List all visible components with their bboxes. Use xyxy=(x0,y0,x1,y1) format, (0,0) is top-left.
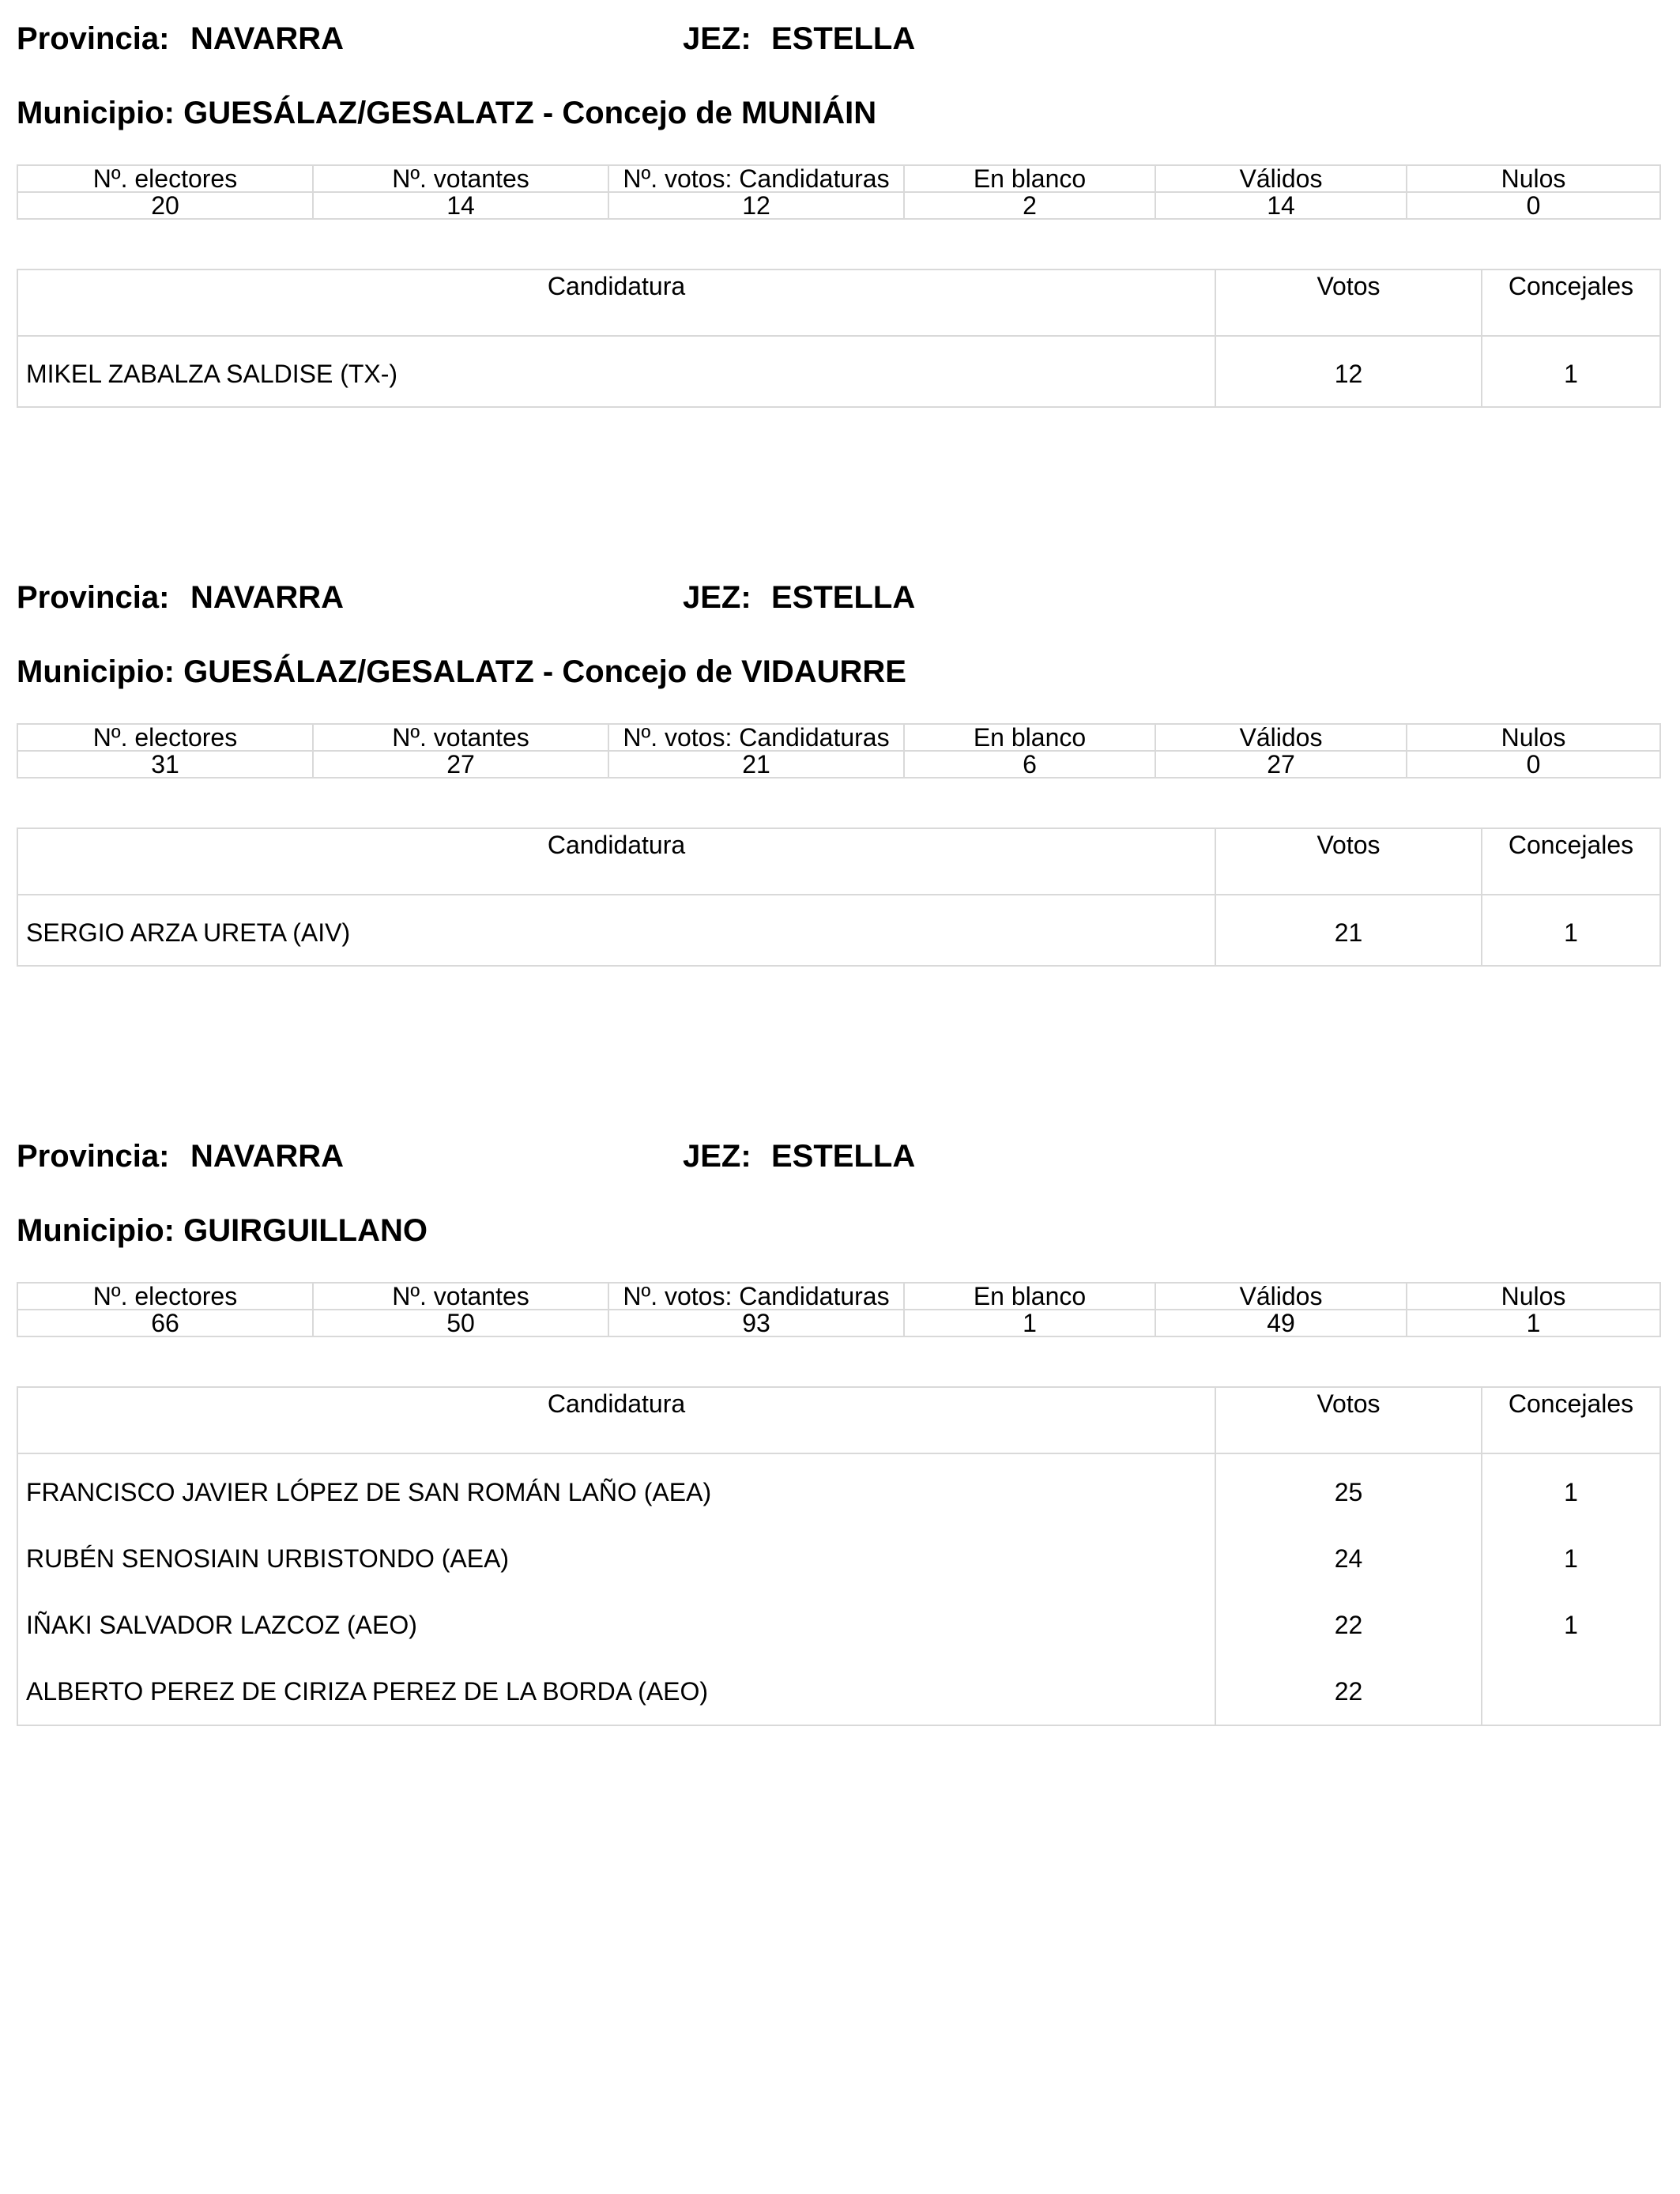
municipio-value: GUESÁLAZ/GESALATZ - Concejo de VIDAURRE xyxy=(183,654,906,689)
provincia-label: Provincia: xyxy=(17,1139,170,1174)
header-votos: Votos xyxy=(1215,1387,1482,1453)
stats-header-en-blanco: En blanco xyxy=(904,165,1155,192)
stats-votantes: 27 xyxy=(313,751,608,778)
stats-header-votos-candidaturas: Nº. votos: Candidaturas xyxy=(608,1283,904,1310)
stats-votantes: 50 xyxy=(313,1310,608,1336)
election-section-vidaurre xyxy=(17,578,1659,947)
stats-header-electores: Nº. electores xyxy=(17,724,313,751)
candidato-nombre: ALBERTO PEREZ DE CIRIZA PEREZ DE LA BORDA (AEO) xyxy=(17,1658,1215,1725)
stats-votos-candidaturas: 93 xyxy=(608,1310,904,1336)
provincia-label: Provincia: xyxy=(17,580,170,615)
candidato-votos: 21 xyxy=(1215,895,1482,966)
candidatura-header-row xyxy=(17,270,1660,336)
table-row xyxy=(17,1658,1660,1725)
candidato-concejales xyxy=(1482,1658,1660,1725)
municipio-heading xyxy=(17,93,876,133)
candidato-nombre: SERGIO ARZA URETA (AIV) xyxy=(17,895,1215,966)
stats-header-nulos: Nulos xyxy=(1407,724,1660,751)
header-row xyxy=(17,19,1659,66)
municipio-label: Municipio: xyxy=(17,654,175,689)
stats-validos: 14 xyxy=(1155,192,1407,219)
stats-header-row xyxy=(17,165,1660,192)
stats-header-validos: Válidos xyxy=(1155,165,1407,192)
candidatura-table xyxy=(17,1386,1661,1726)
header-row xyxy=(17,578,1659,625)
candidato-votos: 24 xyxy=(1215,1525,1482,1592)
stats-electores: 66 xyxy=(17,1310,313,1336)
stats-table xyxy=(17,1282,1661,1337)
stats-header-electores: Nº. electores xyxy=(17,165,313,192)
jez-label: JEZ: xyxy=(683,1139,751,1174)
stats-header-electores: Nº. electores xyxy=(17,1283,313,1310)
candidatura-header-row xyxy=(17,828,1660,895)
header-candidatura: Candidatura xyxy=(17,270,1215,336)
stats-nulos: 1 xyxy=(1407,1310,1660,1336)
candidato-nombre: FRANCISCO JAVIER LÓPEZ DE SAN ROMÁN LAÑO (AEA) xyxy=(17,1453,1215,1525)
candidato-nombre: IÑAKI SALVADOR LAZCOZ (AEO) xyxy=(17,1592,1215,1658)
candidatura-table xyxy=(17,827,1661,967)
candidato-concejales: 1 xyxy=(1482,895,1660,966)
candidato-concejales: 1 xyxy=(1482,1592,1660,1658)
stats-header-validos: Válidos xyxy=(1155,1283,1407,1310)
municipio-heading xyxy=(17,652,906,692)
candidato-votos: 22 xyxy=(1215,1592,1482,1658)
stats-header-votantes: Nº. votantes xyxy=(313,1283,608,1310)
jez-label: JEZ: xyxy=(683,21,751,56)
stats-value-row xyxy=(17,751,1660,778)
municipio-value: GUIRGUILLANO xyxy=(183,1213,428,1248)
candidato-votos: 22 xyxy=(1215,1658,1482,1725)
stats-value-row xyxy=(17,1310,1660,1336)
stats-header-votantes: Nº. votantes xyxy=(313,724,608,751)
stats-votos-candidaturas: 21 xyxy=(608,751,904,778)
stats-electores: 20 xyxy=(17,192,313,219)
jez-value: ESTELLA xyxy=(771,21,916,56)
header-candidatura: Candidatura xyxy=(17,1387,1215,1453)
candidato-nombre: RUBÉN SENOSIAIN URBISTONDO (AEA) xyxy=(17,1525,1215,1592)
header-concejales: Concejales xyxy=(1482,270,1660,336)
header-votos: Votos xyxy=(1215,828,1482,895)
header-concejales: Concejales xyxy=(1482,1387,1660,1453)
stats-header-votos-candidaturas: Nº. votos: Candidaturas xyxy=(608,165,904,192)
stats-validos: 27 xyxy=(1155,751,1407,778)
table-row xyxy=(17,1453,1660,1525)
candidato-votos: 25 xyxy=(1215,1453,1482,1525)
stats-en-blanco: 1 xyxy=(904,1310,1155,1336)
stats-table xyxy=(17,723,1661,778)
table-row xyxy=(17,336,1660,407)
stats-header-validos: Válidos xyxy=(1155,724,1407,751)
provincia-value: NAVARRA xyxy=(190,580,345,615)
municipio-value: GUESÁLAZ/GESALATZ - Concejo de MUNIÁIN xyxy=(183,96,877,130)
stats-nulos: 0 xyxy=(1407,192,1660,219)
stats-header-votos-candidaturas: Nº. votos: Candidaturas xyxy=(608,724,904,751)
municipio-label: Municipio: xyxy=(17,1213,175,1248)
candidato-concejales: 1 xyxy=(1482,1525,1660,1592)
stats-header-row xyxy=(17,724,1660,751)
stats-validos: 49 xyxy=(1155,1310,1407,1336)
candidatura-table xyxy=(17,269,1661,408)
election-section-guirguillano xyxy=(17,1137,1659,1706)
table-row xyxy=(17,895,1660,966)
stats-header-votantes: Nº. votantes xyxy=(313,165,608,192)
stats-votantes: 14 xyxy=(313,192,608,219)
stats-header-en-blanco: En blanco xyxy=(904,1283,1155,1310)
candidato-concejales: 1 xyxy=(1482,1453,1660,1525)
stats-header-nulos: Nulos xyxy=(1407,165,1660,192)
stats-votos-candidaturas: 12 xyxy=(608,192,904,219)
candidato-votos: 12 xyxy=(1215,336,1482,407)
header-row xyxy=(17,1137,1659,1184)
provincia-value: NAVARRA xyxy=(190,1139,345,1174)
table-row xyxy=(17,1525,1660,1592)
municipio-heading xyxy=(17,1211,428,1250)
stats-header-row xyxy=(17,1283,1660,1310)
candidato-concejales: 1 xyxy=(1482,336,1660,407)
municipio-label: Municipio: xyxy=(17,96,175,130)
stats-header-nulos: Nulos xyxy=(1407,1283,1660,1310)
stats-electores: 31 xyxy=(17,751,313,778)
stats-en-blanco: 6 xyxy=(904,751,1155,778)
stats-value-row xyxy=(17,192,1660,219)
candidato-nombre: MIKEL ZABALZA SALDISE (TX-) xyxy=(17,336,1215,407)
header-candidatura: Candidatura xyxy=(17,828,1215,895)
stats-nulos: 0 xyxy=(1407,751,1660,778)
jez-label: JEZ: xyxy=(683,580,751,615)
header-votos: Votos xyxy=(1215,270,1482,336)
election-section-muniain xyxy=(17,19,1659,388)
table-row xyxy=(17,1592,1660,1658)
jez-value: ESTELLA xyxy=(771,580,916,615)
stats-table xyxy=(17,164,1661,220)
candidatura-header-row xyxy=(17,1387,1660,1453)
jez-value: ESTELLA xyxy=(771,1139,916,1174)
stats-header-en-blanco: En blanco xyxy=(904,724,1155,751)
stats-en-blanco: 2 xyxy=(904,192,1155,219)
header-concejales: Concejales xyxy=(1482,828,1660,895)
provincia-value: NAVARRA xyxy=(190,21,345,56)
provincia-label: Provincia: xyxy=(17,21,170,56)
